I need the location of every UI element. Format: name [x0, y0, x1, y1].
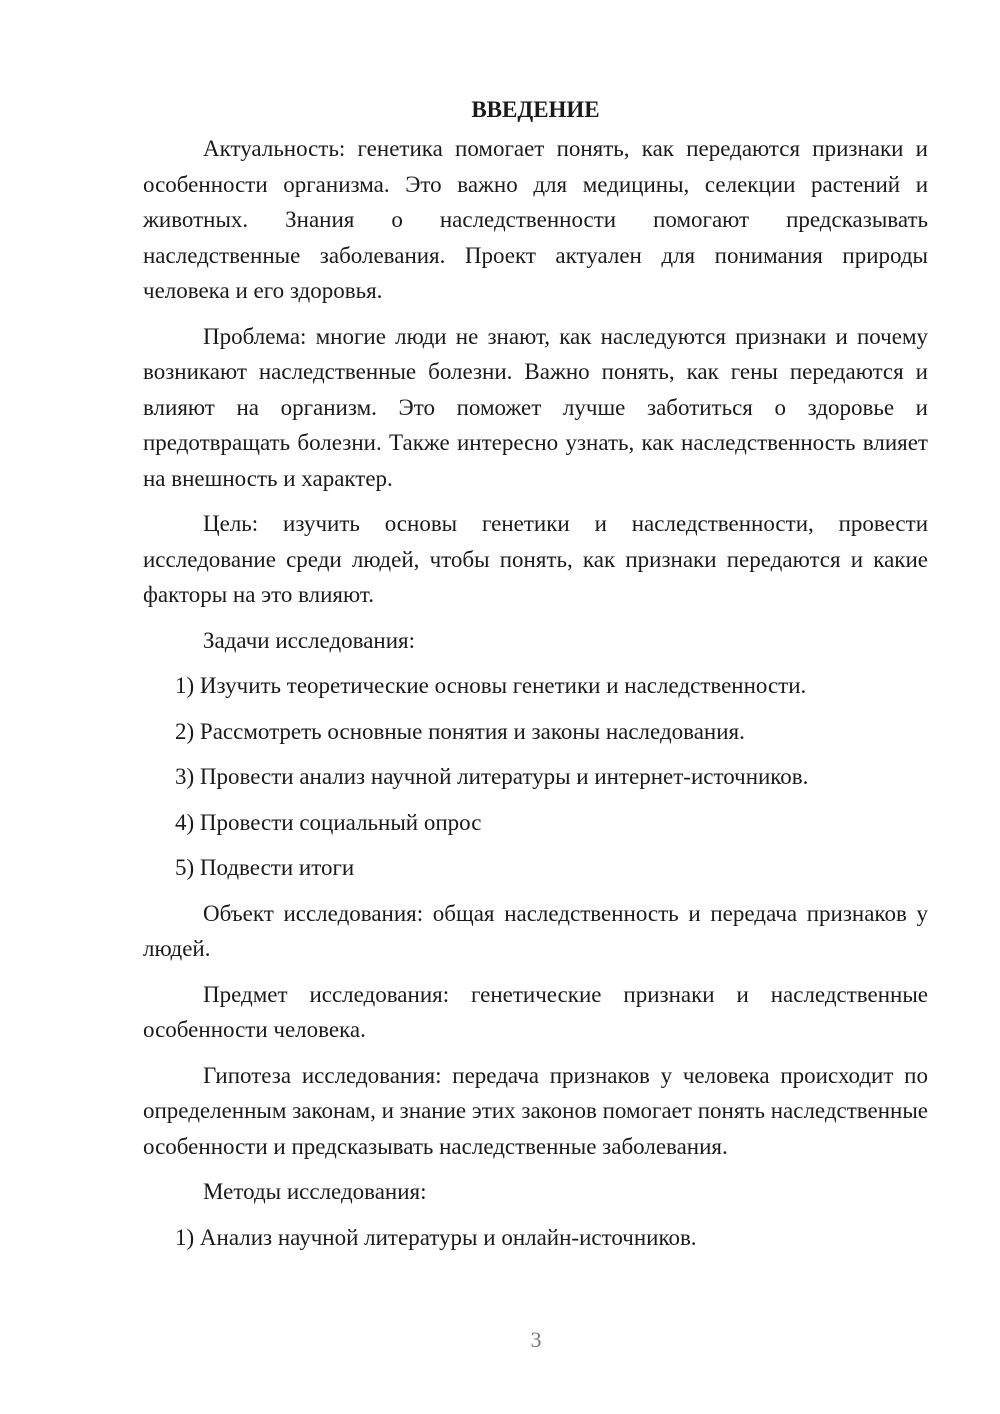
- goal-paragraph: Цель: изучить основы генетики и наследственности, провести исследование среди людей, чтобы понять, как признаки передаются и какие факторы на это влияют.: [143, 511, 928, 607]
- methods-list: [143, 1220, 928, 1256]
- document-page: [143, 92, 928, 1265]
- method-item-1: 1) Анализ научной литературы и онлайн-источников.: [175, 1224, 697, 1250]
- section-title: ВВЕДЕНИЕ: [471, 97, 600, 122]
- task-item-3: 3) Провести анализ научной литературы и интернет-источников.: [175, 764, 809, 789]
- tasks-list: [143, 668, 928, 886]
- problem-paragraph: Проблема: многие люди не знают, как наследуются признаки и почему возникают наследственные болезни. Важно понять, как гены передаются и влияют на организм. Это поможет лучше заботиться о здоровье и предотвращать болезни. Также интересно узнать, как наследственность влияет на внешность и характер.: [143, 323, 928, 491]
- methods-heading: Методы исследования:: [203, 1179, 427, 1204]
- task-item-5: 5) Подвести итоги: [175, 855, 355, 880]
- subject-paragraph: Предмет исследования: генетические признаки и наследственные особенности человека.: [143, 981, 928, 1042]
- hypothesis-paragraph: Гипотеза исследования: передача признаков у человека происходит по определенным законам, и знание этих законов помогает понять наследственные особенности и предсказывать наследственные заболевания.: [143, 1062, 928, 1159]
- object-paragraph: Объект исследования: общая наследственность и передача признаков у людей.: [143, 900, 928, 961]
- task-item-1: 1) Изучить теоретические основы генетики и наследственности.: [175, 673, 807, 698]
- relevance-paragraph: Актуальность: генетика помогает понять, как передаются признаки и особенности организма. Это важно для медицины, селекции растений и животных. Знания о наследственности помогают предсказывать наследственные заболевания. Проект актуален для понимания природы человека и его здоровья.: [143, 136, 928, 303]
- task-item-2: 2) Рассмотреть основные понятия и законы наследования.: [175, 718, 745, 744]
- page-number: 3: [530, 1327, 542, 1352]
- task-item-4: 4) Провести социальный опрос: [175, 809, 482, 835]
- tasks-heading: Задачи исследования:: [203, 627, 416, 653]
